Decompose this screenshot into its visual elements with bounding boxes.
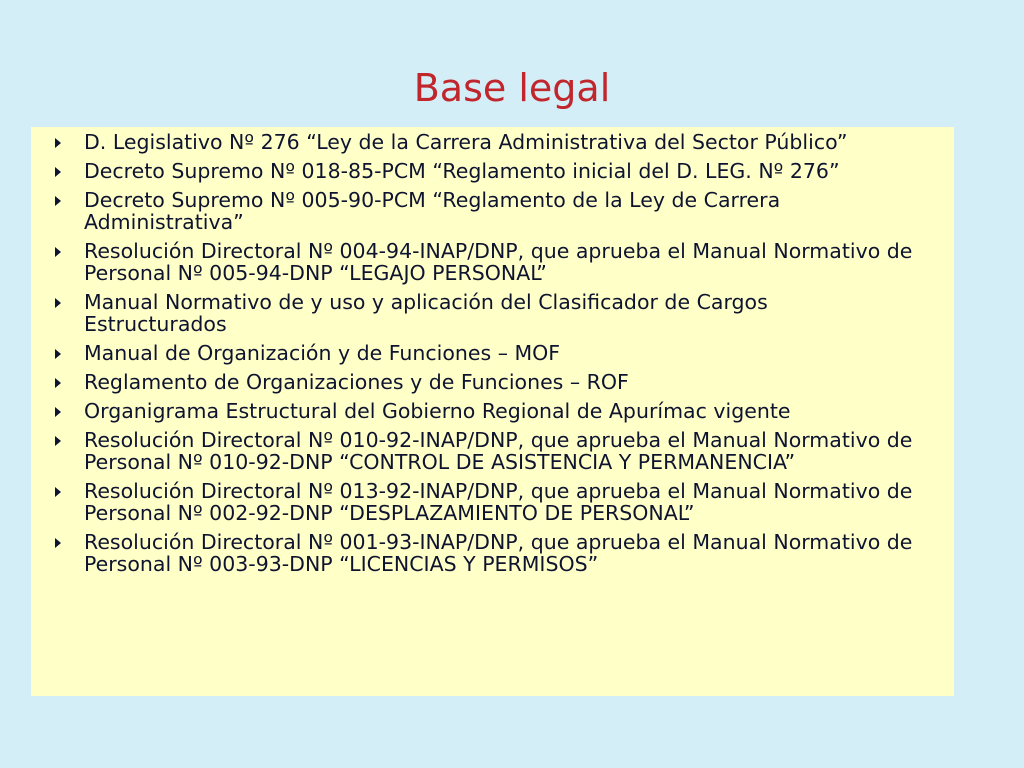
triangle-bullet-icon xyxy=(55,487,61,497)
list-item-text: Resolución Directoral Nº 010-92-INAP/DNP, que aprueba el Manual Normativo de Personal Nº 010-92-DNP “CONTROL DE ASISTENCIA Y PERMANENCIA” xyxy=(84,428,913,474)
triangle-bullet-icon xyxy=(55,349,61,359)
list-item xyxy=(31,131,954,153)
list-item-text: Manual Normativo de y uso y aplicación del Clasificador de Cargos Estructurados xyxy=(84,290,768,336)
list-item-text: Reglamento de Organizaciones y de Funciones – ROF xyxy=(84,370,629,394)
list-item xyxy=(31,480,954,524)
list-item-text: D. Legislativo Nº 276 “Ley de la Carrera Administrativa del Sector Público” xyxy=(84,130,848,154)
list-item xyxy=(31,291,954,335)
list-item-text: Organigrama Estructural del Gobierno Regional de Apurímac vigente xyxy=(84,399,791,423)
list-item xyxy=(31,189,954,233)
triangle-bullet-icon xyxy=(55,247,61,257)
triangle-bullet-icon xyxy=(55,298,61,308)
list-item-text: Decreto Supremo Nº 018-85-PCM “Reglamento inicial del D. LEG. Nº 276” xyxy=(84,159,840,183)
list-item-text: Manual de Organización y de Funciones – MOF xyxy=(84,341,561,365)
slide-title: Base legal xyxy=(413,66,611,110)
triangle-bullet-icon xyxy=(55,196,61,206)
list-item xyxy=(31,531,954,575)
list-item-text: Resolución Directoral Nº 001-93-INAP/DNP, que aprueba el Manual Normativo de Personal Nº 003-93-DNP “LICENCIAS Y PERMISOS” xyxy=(84,530,913,576)
list-item xyxy=(31,371,954,393)
list-item xyxy=(31,400,954,422)
list-item xyxy=(31,160,954,182)
triangle-bullet-icon xyxy=(55,138,61,148)
list-item xyxy=(31,342,954,364)
triangle-bullet-icon xyxy=(55,538,61,548)
list-item xyxy=(31,429,954,473)
list-item-text: Resolución Directoral Nº 004-94-INAP/DNP, que aprueba el Manual Normativo de Personal Nº 005-94-DNP “LEGAJO PERSONAL” xyxy=(84,239,913,285)
list-item-text: Decreto Supremo Nº 005-90-PCM “Reglamento de la Ley de Carrera Administrativa” xyxy=(84,188,781,234)
triangle-bullet-icon xyxy=(55,167,61,177)
content-box xyxy=(31,127,954,696)
list-item xyxy=(31,240,954,284)
triangle-bullet-icon xyxy=(55,407,61,417)
triangle-bullet-icon xyxy=(55,378,61,388)
list-item-text: Resolución Directoral Nº 013-92-INAP/DNP, que aprueba el Manual Normativo de Personal Nº 002-92-DNP “DESPLAZAMIENTO DE PERSONAL” xyxy=(84,479,913,525)
triangle-bullet-icon xyxy=(55,436,61,446)
bullet-list xyxy=(31,131,954,575)
